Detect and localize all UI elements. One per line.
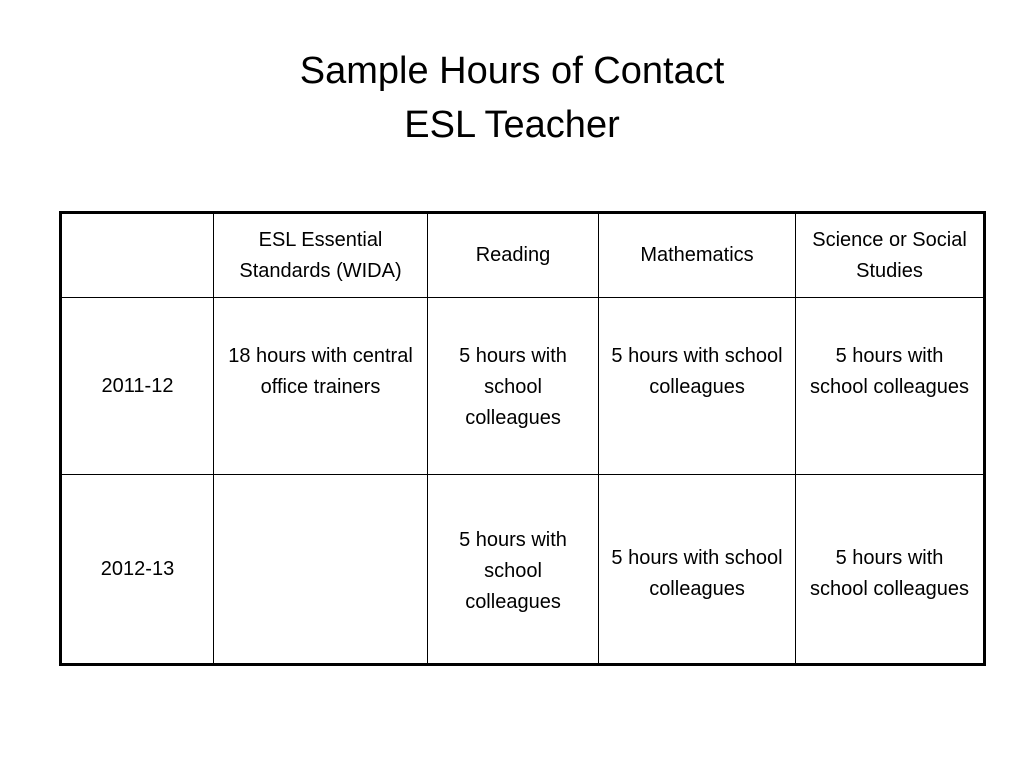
table-cell-esl-standards — [214, 475, 428, 665]
header-cell-empty — [61, 213, 214, 298]
header-cell-esl-standards: ESL Essential Standards (WIDA) — [214, 213, 428, 298]
row-label-year: 2012-13 — [61, 475, 214, 665]
row-label-year: 2011-12 — [61, 298, 214, 475]
table-cell-mathematics: 5 hours with school colleagues — [599, 475, 796, 665]
table-cell-science-social-studies: 5 hours with school colleagues — [796, 298, 985, 475]
table-cell-reading: 5 hours with school colleagues — [428, 475, 599, 665]
slide-title-line-1: Sample Hours of Contact — [299, 50, 725, 92]
header-cell-reading: Reading — [428, 213, 599, 298]
slide-title — [0, 44, 1024, 152]
table-cell-reading: 5 hours with school colleagues — [428, 298, 599, 475]
slide-title-line-2: ESL Teacher — [404, 104, 620, 146]
header-cell-mathematics: Mathematics — [599, 213, 796, 298]
table-row-2012-13 — [61, 475, 985, 665]
table-cell-esl-standards: 18 hours with central office trainers — [214, 298, 428, 475]
table-cell-science-social-studies: 5 hours with school colleagues — [796, 475, 985, 665]
header-cell-science-social-studies: Science or Social Studies — [796, 213, 985, 298]
table-header-row — [61, 213, 985, 298]
table-row-2011-12 — [61, 298, 985, 475]
table-cell-mathematics: 5 hours with school colleagues — [599, 298, 796, 475]
hours-of-contact-table — [59, 211, 986, 666]
